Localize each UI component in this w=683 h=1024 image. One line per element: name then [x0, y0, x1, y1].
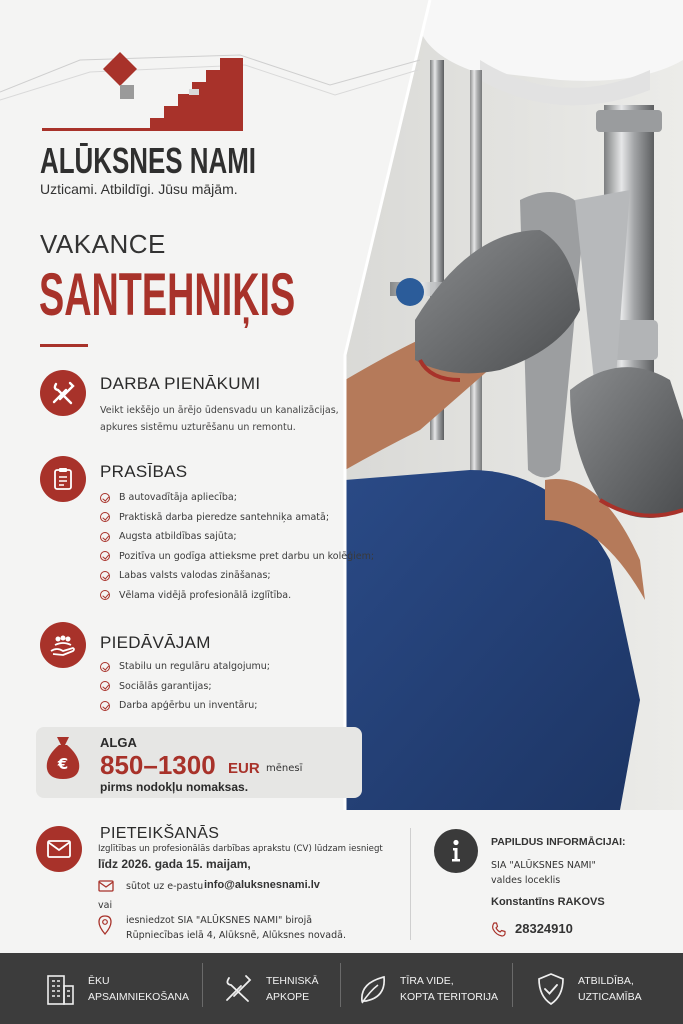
office-line-1: iesniedzot SIA "ALŪKSNES NAMI" birojā [126, 915, 313, 926]
requirements-list [100, 488, 374, 605]
list-item: Pozitīva un godīga attieksme pret darbu un kolēģiem; [100, 547, 374, 567]
footer-separator [340, 963, 341, 1007]
shield-check-icon [536, 972, 566, 1006]
check-icon [100, 681, 110, 691]
list-item: Augsta atbildības sajūta; [100, 527, 374, 547]
check-icon [100, 590, 110, 600]
offer-list [100, 657, 270, 716]
info-icon [434, 829, 478, 873]
footer-item-maintenance [222, 953, 319, 1024]
check-icon [100, 532, 110, 542]
or-label: vai [98, 900, 113, 911]
duties-line-2: apkures sistēmu uzturēšanu un remontu. [100, 422, 296, 433]
list-item: Vēlama vidējā profesionālā izglītība. [100, 586, 374, 606]
brand-name: ALŪKSNES NAMI [40, 140, 257, 181]
check-icon [100, 551, 110, 561]
brand-tagline: Uzticami. Atbildīgi. Jūsu mājām. [40, 181, 238, 197]
contact-company: SIA "ALŪKSNES NAMI" [491, 860, 596, 871]
title-underline [40, 344, 88, 347]
apply-deadline: līdz 2026. gada 15. maijam, [98, 857, 251, 871]
leaf-icon [358, 973, 388, 1005]
office-line-2: Rūpniecības ielā 4, Alūksnē, Alūksnes novadā. [126, 930, 346, 941]
salary-currency: EUR [228, 760, 260, 777]
salary-label: ALGA [100, 735, 137, 750]
check-icon [100, 571, 110, 581]
footer-item-management [44, 953, 189, 1024]
money-bag-icon [43, 733, 83, 781]
check-icon [100, 493, 110, 503]
mail-icon [98, 880, 114, 892]
check-icon [100, 512, 110, 522]
footer-separator [202, 963, 203, 1007]
vacancy-label: VAKANCE [40, 229, 166, 259]
duties-text [100, 402, 339, 436]
tools-icon [40, 370, 86, 416]
clipboard-icon [40, 456, 86, 502]
logo-mark [40, 52, 245, 134]
offer-heading: PIEDĀVĀJAM [100, 633, 211, 652]
job-title: SANTEHNIĶIS [39, 261, 296, 328]
contact-phone[interactable]: 28324910 [515, 921, 573, 936]
email-link[interactable]: info@aluksnesnami.lv [204, 879, 320, 891]
location-pin-icon [98, 915, 112, 935]
list-item: Labas valsts valodas zināšanas; [100, 566, 374, 586]
list-item: B autovadītāja apliecība; [100, 488, 374, 508]
footer-item-responsibility [536, 953, 642, 1024]
list-item: Praktiskā darba pieredze santehniķa amatā; [100, 508, 374, 528]
svg-text:€: € [57, 755, 69, 773]
email-prefix: sūtot uz e-pastu [126, 881, 204, 892]
list-item: Stabilu un regulāru atalgojumu; [100, 657, 270, 677]
footer-separator [512, 963, 513, 1007]
building-icon [44, 972, 76, 1006]
footer-item-label: ATBILDĪBA, UZTICAMĪBA [578, 974, 642, 1003]
salary-period: mēnesī [266, 763, 303, 774]
duties-heading: DARBA PIENĀKUMI [100, 374, 261, 393]
apply-heading: PIETEIKŠANĀS [100, 825, 220, 842]
salary-range: 850–1300 [100, 750, 216, 780]
hand-people-icon [40, 622, 86, 668]
footer-item-label: TEHNISKĀ APKOPE [266, 974, 319, 1003]
contact-person: Konstantīns RAKOVS [491, 896, 605, 908]
check-icon [100, 701, 110, 711]
duties-line-1: Veikt iekšējo un ārējo ūdensvadu un kanalizācijas, [100, 405, 339, 416]
list-item: Sociālās garantijas; [100, 677, 270, 697]
requirements-heading: PRASĪBAS [100, 462, 188, 481]
vertical-divider [410, 828, 411, 940]
footer-item-label: ĒKU APSAIMNIEKOŠANA [88, 974, 189, 1003]
footer-item-environment [358, 953, 498, 1024]
check-icon [100, 662, 110, 672]
envelope-icon [36, 826, 82, 872]
footer-item-label: TĪRA VIDE, KOPTA TERITORIJA [400, 974, 499, 1003]
list-item: Darba apģērbu un inventāru; [100, 696, 270, 716]
phone-icon [491, 922, 506, 937]
contact-role: valdes loceklis [491, 875, 561, 886]
salary-note: pirms nodokļu nomaksas. [100, 780, 249, 794]
tools-icon [222, 973, 254, 1005]
apply-intro: Izglītības un profesionālās darbības aprakstu (CV) lūdzam iesniegt [98, 844, 383, 854]
contact-heading: PAPILDUS INFORMĀCIJAI: [491, 836, 626, 848]
